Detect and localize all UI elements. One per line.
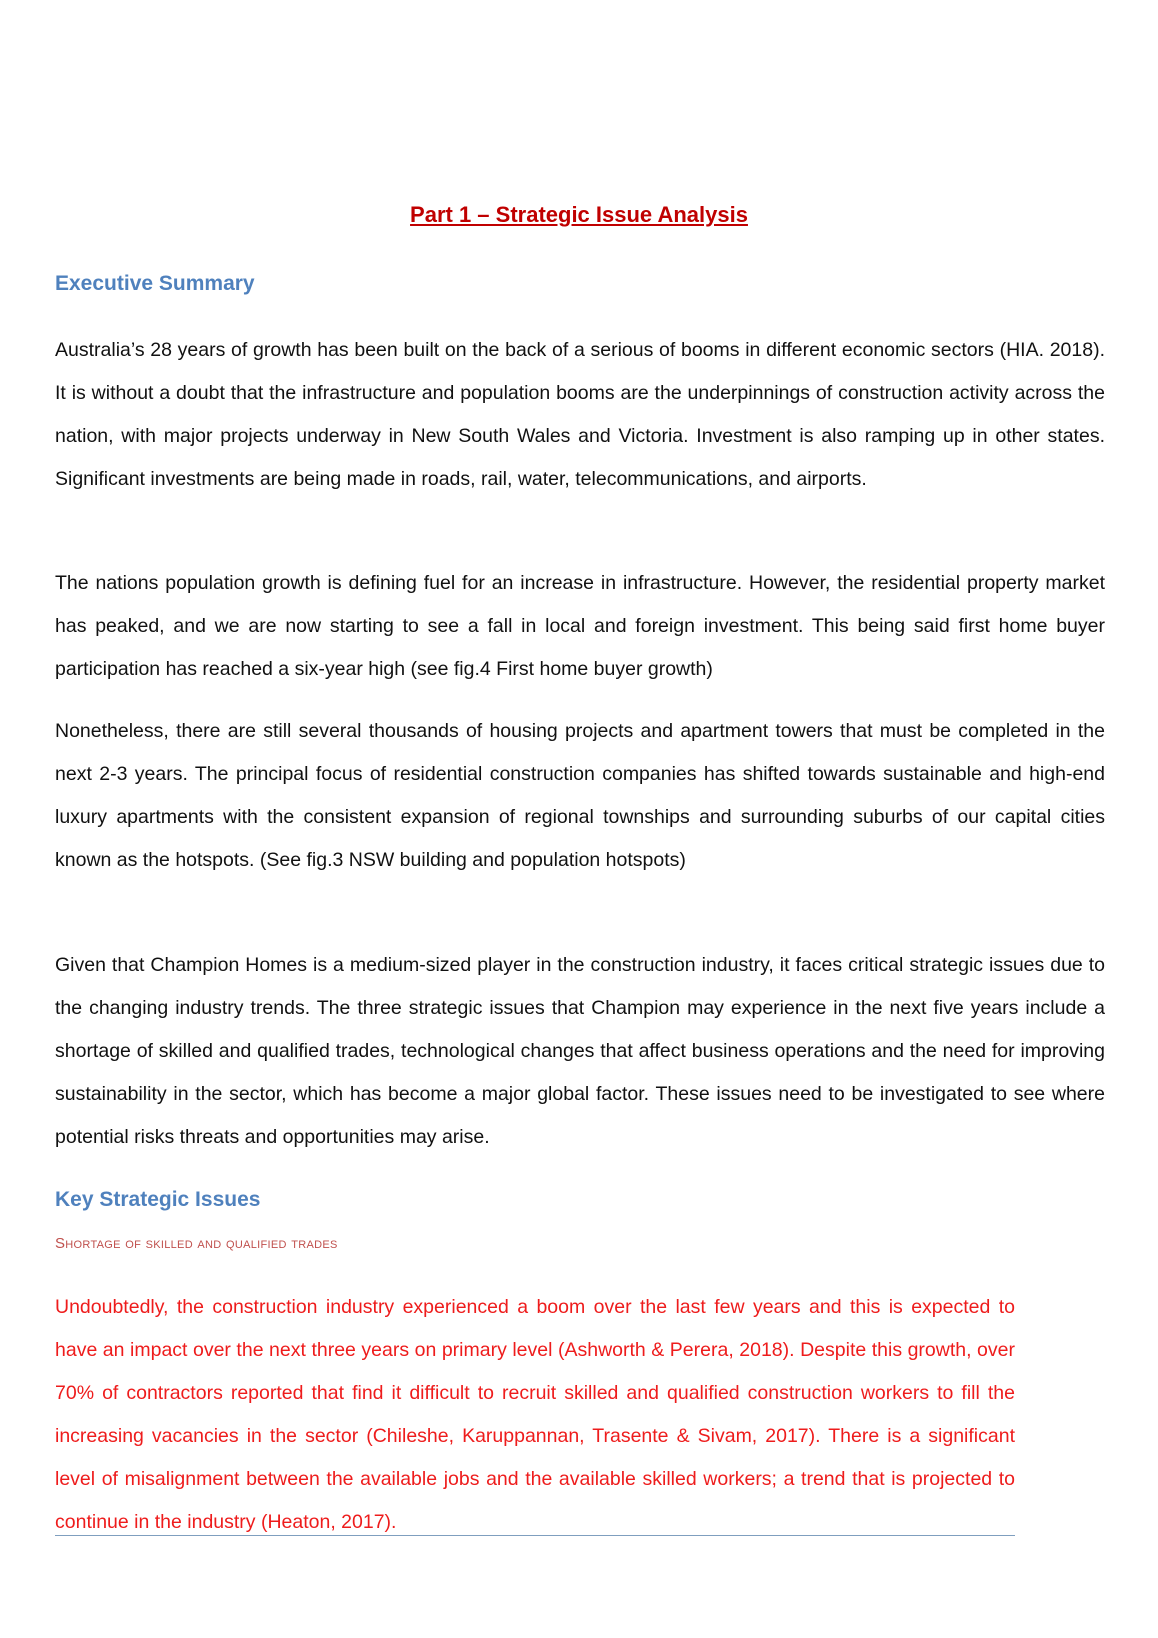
- key-strategic-issues-heading: Key Strategic Issues: [55, 1188, 261, 1211]
- page-title: Part 1 – Strategic Issue Analysis: [410, 202, 748, 227]
- executive-summary-paragraph-3: Nonetheless, there are still several thousands of housing projects and apartment towers that must be completed in the next 2-3 years. The principal focus of residential construction companies has shifted towards sustainable and high-end luxury apartments with the consistent expansion of regional townships and surrounding suburbs of our capital cities known as the hotspots. (See fig.3 NSW building and population hotspots): [55, 720, 1105, 871]
- executive-summary-heading: Executive Summary: [55, 272, 255, 295]
- executive-summary-paragraph-1: Australia’s 28 years of growth has been built on the back of a serious of booms in different economic sectors (HIA. 2018). It is without a doubt that the infrastructure and population booms are the underpinnings of construction activity across the nation, with major projects underway in New South Wales and Victoria. Investment is also ramping up in other states. Significant investments are being made in roads, rail, water, telecommunications, and airports.: [55, 339, 1105, 490]
- section-divider: [55, 1535, 1015, 1536]
- executive-summary-paragraph-4: Given that Champion Homes is a medium-sized player in the construction industry, it faces critical strategic issues due to the changing industry trends. The three strategic issues that Champion may experience in the next five years include a shortage of skilled and qualified trades, technological changes that affect business operations and the need for improving sustainability in the sector, which has become a major global factor. These issues need to be investigated to see where potential risks threats and opportunities may arise.: [55, 954, 1105, 1148]
- skilled-trades-subheading: Shortage of skilled and qualified trades: [55, 1235, 338, 1252]
- skilled-trades-paragraph: Undoubtedly, the construction industry experienced a boom over the last few years and this is expected to have an impact over the next three years on primary level (Ashworth & Perera, 2018). Despite this growth, over 70% of contractors reported that find it difficult to recruit skilled and qualified construction workers to fill the increasing vacancies in the sector (Chileshe, Karuppannan, Trasente & Sivam, 2017). There is a significant level of misalignment between the available jobs and the available skilled workers; a trend that is projected to continue in the industry (Heaton, 2017).: [55, 1296, 1015, 1533]
- executive-summary-paragraph-2: The nations population growth is defining fuel for an increase in infrastructure. However, the residential property market has peaked, and we are now starting to see a fall in local and foreign investment. This being said first home buyer participation has reached a six-year high (see fig.4 First home buyer growth): [55, 572, 1105, 680]
